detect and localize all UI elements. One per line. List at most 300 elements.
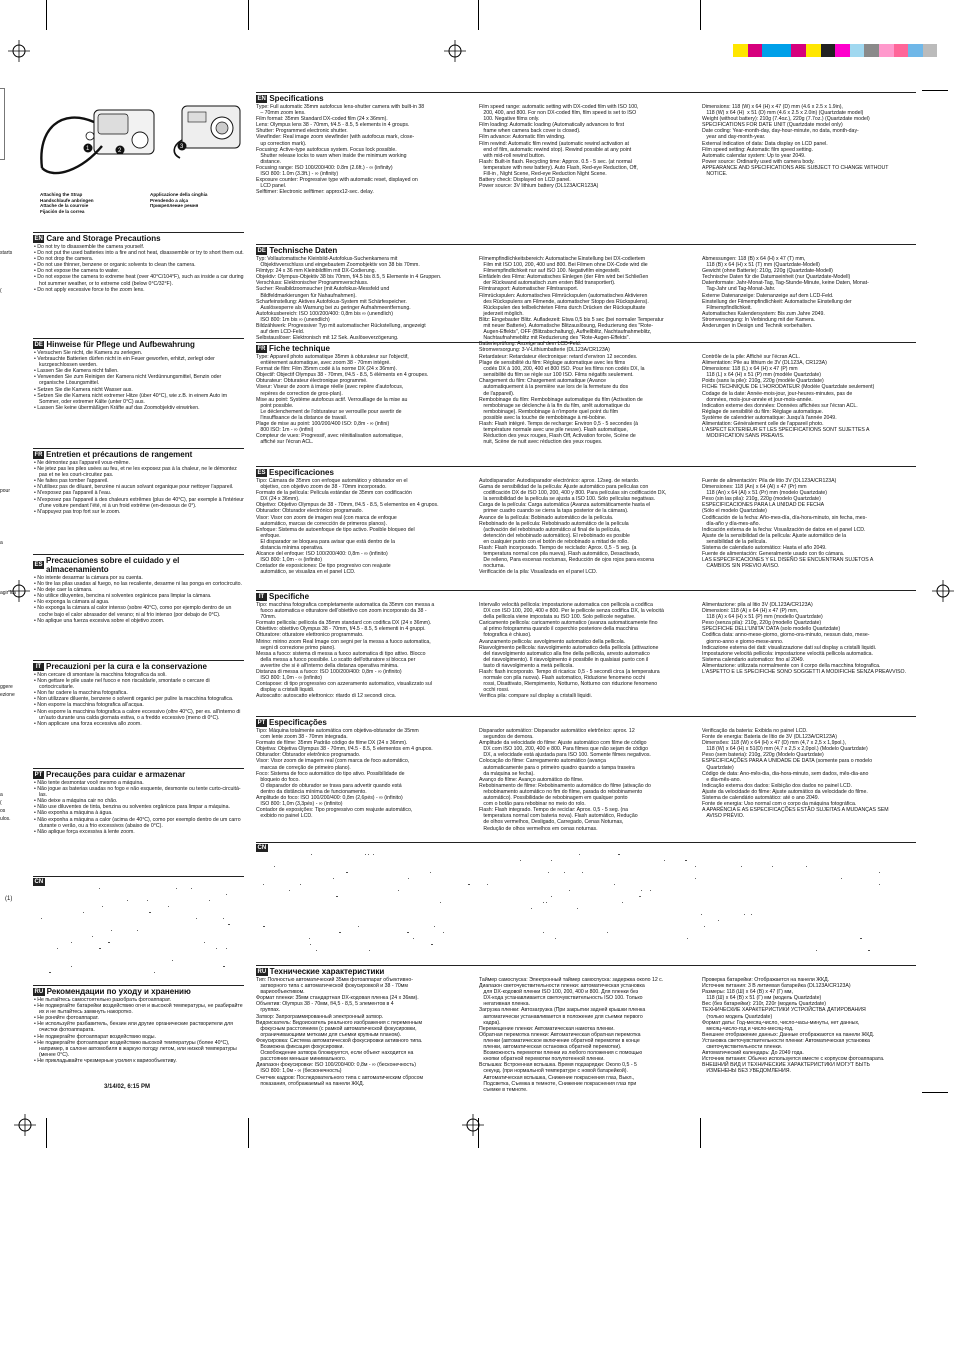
spec-line: FICHE TECHNIQUE DE L'HORODATEUR (Modèle Quartzdate seulement) [702,384,875,391]
spec-line: Возможна фиксация фокусировки. [256,1044,344,1051]
spec-line: Selftimer: Electronic selftimer: approx12-sec. delay. [256,189,374,196]
language-badge: PT [257,719,266,726]
spec-line: AVISO PRÉVIO. [702,813,745,820]
spec-column [256,354,470,445]
glyph-dot [99,948,100,949]
spec-line: Stromversorgung: In Verbindung mit der Kamera. [702,316,816,323]
spec-line: Dimensions: 118 (L) x 64 (H) x 47 (P) mm [702,366,798,373]
crop-mark [700,0,701,30]
color-swatch [748,44,763,57]
spec-line: Film advance: Automatic film winding. [479,134,566,141]
spec-line: Obturador: Obturador eletrônico programado. [256,752,361,759]
care-item: • Não jogue as baterias usadas no fogo e não esquente, desmonte ou tente curto-circuitá-las. [33,786,244,798]
spec-line: DX, a velocidade está ajustada para ISO 100. Somente filmes negativos. [479,752,651,759]
spec-section-cn [256,842,916,963]
spec-line: Alimentation: Pile au lithium de 3V (DL123A, CR123A) [702,360,827,367]
strap-illustration [32,88,244,186]
spec-line: Tipo: Cámara de 35mm con enfoque automático y obturador en el [256,478,408,484]
spec-line: Codage de la date: Année-mois-jour, jour-heures-minutes, pas de [702,390,853,397]
spec-line: temperature with new battery). Auto Flash, Red-eye Reduction, Off, [479,164,638,171]
spec-line: Nachtaufnahmeblitz mit Reduzierung des "Rote-Augen-Effekts". [479,335,630,342]
spec-line: 200, 400, and 800. For non DX-coded film, film speed is set to ISO [479,110,637,117]
spec-section-ru [256,965,916,1093]
spec-line: Alimentazione: utilizzata normalmente con il corpo della macchina fotografica. [702,662,881,669]
spec-line: jederzeit möglich. [479,310,524,317]
spec-line: Colocação do filme: Carregamento automático (avança [479,758,606,765]
spec-section-fr [256,342,916,464]
spec-line: Intervallo velocità pellicola: impostazione automatica con pellicola a codifica [479,602,653,608]
spec-line: Sistema calendario automatico: fino al 2049. [702,656,805,663]
spec-line: Technische Daten für die Datumseinheit (nur Quartzdate-Modell) [702,274,851,281]
spec-line: Shutter release locks to warn when inside the minimum working [256,152,407,159]
spec-line: Fonte de energia: Uso normal com o corpo da máquina fotográfica. [702,801,857,808]
edge-fragment: ulos. [0,816,11,822]
care-item: • Não aplique força excessiva à lente zoom. [33,829,244,835]
spec-line: rebobinamento automático no fim do filme, parada do rebobinamento [479,788,643,795]
spec-line: Contapose: di tipo progressivo con azzeramento automatico, visualizzato sul [256,681,432,688]
care-item: • Versuchen Sie nicht, die Kamera zu zerlegen. [33,350,244,356]
care-item: • Non esporre la macchina fotografica a calore eccessivo (oltre 40°C), per es. all'interno di un'auto durante una calda giornata estiva, o a freddo eccessivo (meno di 0°C). [33,709,244,721]
strap-captions-left [40,192,94,214]
caption: Прикрепление ремня [150,203,199,209]
section-header [256,466,916,477]
spec-line: Bildzählwerk: Progressiver Typ mit automatischer Rückstellung, angezeigt [256,323,426,330]
spec-line: automático, se visualiza en el panel LCD. [256,569,356,576]
spec-line: Тип: Полностью автоматический 35мм фотоаппарат объективно- [256,977,413,983]
color-swatch [806,44,821,57]
spec-line: Источник питания: 3 В литиевая батарейка (DL123A/CR123A) [702,983,851,990]
spec-line: Formato de la película: Película estándar de 35mm con codificación [256,490,412,497]
spec-line: Film rewind: Automatic film rewind (automatic rewind activation at [479,140,629,147]
spec-line: группах. [256,1007,281,1014]
spec-line: Tipo: macchina fotografica completamente automatica da 35mm con messa a [256,602,435,608]
spec-line: de olhos vermelhos, Desligado, Carregado, Cenas Noturnas, [479,819,624,826]
spec-line: Plage de sensibilité du film: Réglage automatique avec les films [479,360,626,367]
spec-line: Änderungen in Design und Technik vorbehalten. [702,323,813,330]
section-title: Entretien et précautions de rangement [46,450,193,459]
spec-line: Fill-in , Night Scene, Red-eye Reduction Night Scene. [479,171,607,178]
spec-line: Type: Full automatic 35mm autofocus lens-shutter camera with built-in 38 [256,104,425,110]
language-badge: FR [34,451,43,458]
care-section-ru [33,985,244,1080]
spec-line: Tag-Jahr und Tag-Monat-Jahr. [702,286,776,293]
spec-line: пленки, автоматическая остановка обратной перемотки). [479,1044,622,1051]
spec-line: Alimentation: Généralement celle de l'appareil photo. [702,421,824,428]
spec-line: Formato pellicola: pellicola da 35mm standard con codifica DX (24 x 36mm). [256,620,432,627]
spec-line: (Sólo el modelo Quartzdate) [702,508,767,515]
spec-line: Avanzamento pellicola: avvolgimento automatico della pellicola. [479,638,626,645]
care-item: • Non utilizzare diluente, benzene o solventi organici per pulire la macchina fotografica. [33,696,244,702]
spec-line: Distanza di messa a fuoco: ISO 100/200/400: 0,8m - ∞ (infinito) [256,669,402,676]
spec-line: Power source: Ordinarily used with camera body. [702,158,815,165]
spec-column [702,104,916,195]
spec-line: Filmempfindlichkeit nur auf ISO 100. Negativfilm eingestellt. [479,268,621,275]
spec-line: Film speed range: automatic setting with DX-coded film with ISO 100, [479,104,639,110]
spec-line: Flash: Flash integrado. Tempo de reciclar: Aprox. 0,5 - 5 seg. (na [479,807,628,814]
spec-line: affiché sur l'écran ACL. [256,439,314,446]
registration-mark-bottom-center [462,1114,484,1136]
spec-line: затворного типа с автоматической фокусировкой и 38 - 70мм [256,983,408,990]
spec-line: ISO 800: 1,0m - ∞ (infinito) [256,557,322,564]
spec-line: Selbstauslöser: Elektronisch mit 12 Sek. Auslöseverzögerung. [256,335,399,342]
spec-line: Peso (senza pila): 210g, 220g (modello Quartzdate) [702,620,822,627]
spec-line: com lente zoom 38 - 70mm integrada. [256,734,348,741]
spec-line: avvertire che si è all'interno della distanza operativa minima. [256,662,399,669]
glyph-dot [108,942,109,943]
section-header [33,985,244,996]
glyph-dot [618,854,619,855]
spec-line: automatiquement à la première vue lors de la fermeture du dos [479,384,629,391]
spec-section-it [256,590,916,714]
spec-line: Chargement du film: Chargement automatique (Avance [479,378,607,385]
spec-column [256,728,470,832]
spec-line: Peso (sem bateria): 210g, 220g (Modelo Quartzdate) [702,752,824,759]
spec-line: Bildfeldmarkierungen für Nahaufnahmen). [256,292,357,299]
section-header [33,768,244,779]
spec-line: Возможность перемотки пленки из любого положения с помощью [479,1050,643,1057]
spec-line: entièrement automatique, avec zoom 38 - 70mm intégré. [256,360,391,367]
spec-line: съемке в темноте. [479,1086,528,1093]
spec-line: Filmrückspulen: Automatisches Filmrückspulen (automatisches Aktivieren [479,292,648,299]
spec-line: Weight (without battery): 210g (7.4oz.), 220g (7.7oz.) (Quartzdate model) [702,116,870,123]
spec-line: Batterieprüfung: Anzeige auf dem LCD-Feld. [479,341,582,348]
language-badge: EN [34,235,43,242]
spec-line: Flash: Built-in flash. Recycling time: Approx. 0.5 - 5 sec. (at normal [479,158,632,165]
spec-line: Flash: Flash intégré. Temps de recharge: Environ 0,5 - 5 secondes (à [479,421,639,428]
section-header [256,716,916,727]
spec-line: Mirino: mirino zoom Real Image con segni per la messa a fuoco automatica, [256,638,431,645]
spec-column [479,602,693,700]
spec-line: nocturna. [479,563,505,570]
spec-column [479,256,693,354]
small-mark: (1) [5,896,13,902]
spec-line: Alimentazione: pila al litio 3V (DL123A/CR123A) [702,602,813,608]
color-swatch [762,44,777,57]
care-item: • No exponga la cámara al agua. [33,599,244,605]
care-item: • N'utilisez pas de diluant, benzène ni aucun solvant organique pour nettoyer l'appareil. [33,484,244,490]
spec-column [479,728,693,832]
spec-line: месяц-число-год и число-месяц-год. [702,1025,794,1032]
spec-line: Viseur: Viseur de zoom à image réelle (avec repère d'autofocus, [256,384,404,391]
crop-mark [46,0,47,30]
spec-column [702,602,916,700]
care-item: • N'appuyez pas trop fort sur le zoom. [33,509,244,515]
spec-line: Формат даты: Год-месяц-число, число-часы-минуты, нет данных, [702,1019,860,1026]
care-item: • Do not use thinner, benzene or organic solvents to clean the camera. [33,262,244,268]
spec-line: Einfädeln des Films: Automatisches Einlegen (der Film wird bei Schließen [479,274,649,281]
caption: Attache de la courroie [40,203,89,209]
color-swatch [879,44,894,57]
section-header [256,842,916,852]
spec-line: Dimensiones: 118 (An) x 64 (Al) x 47 (Pr) mm [702,484,807,491]
spec-line: Otturatore: otturatore elettronico programmato. [256,632,364,639]
spec-line: tasto di riavvolgimento a metà pellicola. [479,662,574,669]
spec-line: Проверка батарейки: Отображается на панели ЖКД. [702,977,830,983]
spec-line: Objectif: Objectif Olympus 38 - 70mm, f/4.5 - 8.5, 5 éléments en 4 groupes. [256,372,429,379]
spec-line: Dimensions: 118 (W) x 64 (H) x 47 (D) mm (4.6 x 2.5 x 1.9in), [702,104,843,110]
step-2-label: 2 [118,148,122,154]
section-header [256,92,916,103]
care-item: • Setzen Sie die Kamera nicht extremer Hitze (über 40°C), wie z.B. in einem Auto im Sommer, oder extremer Kälte (unter 0°C) aus. [33,393,244,405]
spec-line: automático, marcas de corrección de primeros planos). [256,520,387,527]
spec-line: automático). Possibilidade de rebobinagem em qualquer ponto [479,795,628,802]
care-item: • Não tente desmontar você mesmo a máquina. [33,780,244,786]
spec-line: Indication externe des données: Données affichées sur l'écran ACL. [702,402,858,409]
spec-line: Focusing: Active-type autofocus system. Focus lock possible. [256,146,397,153]
spec-line: distance. [256,158,282,165]
spec-line: ESPECIFICAÇÕES PARA A UNIDADE DE DATA (somente para o modelo [702,758,873,765]
spec-line: External indication of data: Data display on LCD panel. [702,140,828,147]
spec-line: Automatic calendar system: Up to year 2049. [702,152,806,159]
section-title: Precauções para cuidar e armazenar [46,770,186,779]
caption: Prendendo a alça [150,197,189,203]
spec-line: кнопки обратной перемотки полупотенной пленки. [479,1056,605,1063]
spec-line: Verschluss: Elektronischer Programmverschluss. [256,280,369,287]
language-badge: ES [34,562,43,568]
care-item: • N'exposez pas l'appareil à des chaleurs extrêmes (plus de 40°C), par exemple à l'intérieur d'une voiture pendant l'été, ni à un froid extrême (en-dessous de 0°). [33,497,244,509]
spec-line: Filmempfindlichkeitsbereich: Automatische Einstellung bei DX-codiertem [479,256,646,262]
glyph-dot [860,938,861,939]
spec-line: temperatura normal con pila nueva). Flash automático, Desactivado, [479,551,641,558]
spec-line: Disparador automático: Disparador automático eletrônico: aprox. 12 [479,728,635,734]
section-header [256,965,916,976]
spec-line: Amplitude do foco: ISO 100/200/400: 0,8m (2,6pés) - ∞ (infinito) [256,795,403,802]
crop-mark [922,90,948,91]
care-item: • Не используйте разбавитель, бензин или другие органические растворители для очистки фотоаппарата. [33,1021,244,1033]
spec-line: Auslösesperre als Warnung bei zu geringer Aufnahmeentfernung. [256,304,411,311]
spec-line: en cualquier punto con el botón de rebobinado a mitad de rollo. [479,538,629,545]
spec-line: ограничивающими метками для съемки крупным планом). [256,1031,402,1038]
spec-line: Диапазон светочувствительности пленки: автоматическая установка [479,983,645,990]
section-header [33,448,244,459]
spec-line: L'ASPETTO E LE SPECIFICHE SONO SOGGETTI A MODIFICHE SENZA PREAVVISO. [702,669,907,676]
spec-line: Перемещение пленки: Автоматическая намотка пленки. [479,1025,615,1032]
spec-line: ISO 800: 1m bis ∞ (unendlich) [256,316,330,323]
spec-line: LAS ESPECIFICACIONES Y EL DISEÑO SE ENCUENTRAN SUJETOS A [702,557,874,564]
care-item: • Не подвергайте фотоаппарат воздействию высокой температуры (более 40°C), например, в салоне автомобиля в жаркую погоду летом, или низкой температуры (менее 0°C). [33,1040,244,1058]
language-badge: RU [34,988,44,995]
spec-line: Автоматическая вспышка, Снижение покраснения глаз, Выкл., [479,1074,635,1081]
caption: Attaching the Strap [40,192,83,197]
spec-line: dentro da distância mínima de funcionamento. [256,788,367,795]
spec-column [702,977,916,1093]
care-item: • Не подвергайте батарейки воздействию огня и высокой температуры, не разбирайте их и не пытайтесь замкнуть накоротко. [33,1003,244,1015]
care-item: • Não exponha a máquina à água. [33,810,244,816]
spec-line: Enfoque: Sistema de autoenfoque de tipo activo. Posible bloqueo del [256,526,415,533]
spec-line: de l'appareil). [479,390,515,397]
crop-mark [248,1118,249,1148]
spec-line: Battery check: Displayed on LCD panel. [479,177,571,184]
spec-line: Filmtransport: Automatischer Filmtransport. [479,286,579,293]
spec-line: Fonte de energia: Bateria de lítio de 3V (DL123A/CR123A) [702,734,837,741]
spec-line: MODIFICATION SANS PREAVIS. [702,433,785,440]
spec-line: De relleno, Para escenas nocturnas, Reducción de ojos rojos para escena [479,557,655,564]
spec-line: DX (24 x 36mm). [256,496,300,503]
left-edge-rule [0,88,5,160]
spec-line: L'ASPECT EXTERIEUR ET LES SPECIFICATIONS SONT SUJETTES A [702,427,870,434]
care-item: • Não use diluventes de tinta, benzina ou solventes orgânicos para limpar a máquina. [33,804,244,810]
spec-line: données, mois-jour-année et jour-mois-année. [702,396,813,403]
spec-line: Размеры: 118 (Ш) x 64 (В) x 47 (Г) мм, [702,989,793,996]
care-item: • Não exponha a máquina a calor (acima de 40°C), como por exemplo dentro de um carro durante o verão, ou a frio excessivos (abaixo de 0°C). [33,817,244,829]
spec-line: Contador de exposições: Tipo progressivo com reajuste automático, [256,807,413,814]
spec-line: Système de calendrier automatique: Jusqu'à l'année 2049. [702,414,837,421]
spec-line: для DX-кодовой пленки ISO 100, 200, 400 и 800. Для пленки без [479,989,639,996]
spec-line: Диапазон фокусировки: ISO 100/200/400: 0,8м - ∞ (бесконечность) [256,1062,416,1069]
spec-line: der Rückwand automatisch zum ersten Bild transportiert). [479,280,616,287]
care-section-it [33,660,244,760]
spec-line: Obiettivo: obiettivo Olympus 38 - 70mm, f/4.5 - 8.5, 5 elementi in 4 gruppi. [256,626,426,633]
spec-column [702,256,916,354]
spec-line: O disparador do obturador se trava para advertir quando está [256,782,402,789]
spec-line: la sensibilidad de la película se ajusta a ISO 100. Sólo películas negativas. [479,496,656,503]
section-title: Технические характеристики [269,967,385,976]
spec-line: Visor: Visor zoom de imagem real (com marca de foco automático, [256,758,410,765]
spec-line: Rückspulen des teilbelichteten Films durch Drücken der Rückspultaste [479,304,646,311]
section-header [33,876,244,886]
spec-line: fotografica è chiuso). [479,632,532,639]
spec-line: Ajuste de la sensibilidad de la película: Ajuste automático de la [702,532,847,539]
spec-line: Typ: Vollautomatische Kleinbild-Autofokus-Suchenkamera mit [256,256,398,262]
spec-column [702,478,916,576]
crop-mark [478,0,479,30]
spec-line: segni di correzione primo piano). [256,644,336,651]
glyph-dot [339,932,340,933]
spec-line: display a cristalli liquidi. [256,687,315,694]
care-item: • Non far cadere la macchina fotografica. [33,690,244,696]
crop-mark [700,1118,701,1148]
spec-line: DX con ISO 100, 200, 400 e 800. Per le pellicole senza codifica DX, la velocità [479,608,664,615]
spec-line: Счетчик кадров: Последовательного типа с автоматическим сбросом [256,1074,424,1081]
spec-line: Carga de la película: Carga automática (Avanza automáticamente hasta el [479,502,651,509]
spec-line: Автоматический календарь: До 2049 года. [702,1050,804,1057]
spec-line: Film speed setting: Automatic film speed setting. [702,146,814,153]
spec-line: 118 (W) x 64 (H) x 51 (D) mm (4.6 x 2.5 x 2.0in) (Quartzdate model) [702,110,864,117]
spec-line: Quartzdate) [702,764,734,771]
section-header [33,232,244,243]
care-item: • Non gettare le pile usate nel fuoco e non riscaldarle, smontarle o cercare di cortocircuitarle. [33,678,244,690]
color-swatch [821,44,836,57]
language-badge: CN [257,845,267,851]
spec-line: Datenformate: Jahr-Monat-Tag, Tag-Stunde-Minute, keine Daten, Monat- [702,280,869,287]
spec-line: Einstellung der Filmempfindlichkeit: Automatische Einstellung der [702,298,852,305]
spec-line: Obturador: Obturador electrónico programado. [256,508,363,515]
registration-mark-top-left [8,40,30,62]
spec-line: ТЕХНИЧЕСКИЕ ХАРАКТЕРИСТИКИ УСТРОЙСТВА ДАТИРОВАНИЯ [702,1007,866,1014]
spec-line: Codifica data: anno-mese-giorno, giorno-ora-minuto, nessun dato, mese- [702,632,870,639]
color-swatch [894,44,909,57]
spec-line: del riavvolgimento). Il riavvolgimento è possibile in qualsiasi punto con il [479,656,649,663]
care-item: • Do not apply excessive force to the zoom lens. [33,287,244,293]
section-title: Precauciones sobre el cuidado y el almacenamiento [46,556,180,574]
care-item: • Не подвергайте фотоаппарат воздействию воды. [33,1034,244,1040]
care-item: • No intente desarmar la cámara por su cuenta. [33,575,244,581]
spec-line: occhi rossi. [479,687,510,694]
color-calibration-bar [733,44,937,57]
spec-line: автоматически устанавливается в положение для съемки первого [479,1013,643,1020]
spec-line: enfoque. [256,532,281,539]
spec-line: Visor: Visor con zoom de imagen real (con marca de enfoque [256,514,397,521]
spec-line: Type: Appareil photo automatique 35mm à obturateur sur l'objectif, [256,354,409,360]
caption: Applicazione della cinghia [150,192,208,197]
spec-line: Обратная перемотка пленки: Автоматическая обратная перемотка [479,1031,641,1038]
edge-fragment: pour [0,488,11,494]
spec-line: пленки (автоматическое включение обратной перемотки в конце [479,1037,640,1044]
spec-column [702,728,916,832]
spec-line: primer cuadro cuando se cierra la tapa posterior de la cámara). [479,508,629,515]
spec-line: Blitz: Eingebauter Blitz. Aufladezeit: Etwa 0,5 bis 5 sec (bei normaler Temperatur [479,316,664,323]
spec-line: Indicazione esterna dei dati: visualizzazione dati sul display a cristalli liquidi. [702,644,877,651]
spec-line: Вес (без батарейки): 210г, 220г (модель Quartzdate) [702,1001,827,1008]
spec-line: Flash: flash incorporato. Tempo di ricarica: 0,5 - 5 secondi circa (a temperatura [479,669,660,676]
spec-line: nuit, Scène de nuit avec réduction des yeux rouges. [479,439,603,446]
registration-mark-mid-right [932,580,954,602]
edge-fragment: os [0,808,6,814]
spec-line: Amplitude da velocidade do filme: Ajuste automático com filme de código [479,740,647,747]
spec-line: Automatisches Kalendersystem: Bis zum Jahre 2049. [702,310,825,317]
spec-line: Film mit ISO 100, 200, 400 und 800. Bei Filmen ohne DX-Code wird die [479,262,648,269]
spec-line: – 70mm zoom lens. [256,110,306,117]
spec-line: Format de film: Film 35mm codé à la norme DX (24 x 36mm). [256,366,397,373]
care-item: • Do not expose the camera to water. [33,268,244,274]
spec-line: Objektivverschluss und eingebautem Zoomobjektiv von 38 bis 70mm. [256,262,420,269]
spec-line: marcas de correção de primeiro plano). [256,764,351,771]
care-item: • No exponga la cámara al calor intenso (sobre 40°C), como por ejemplo dentro de un coche bajo el calor abrasador del verano; ni al frío intenso (por debajo de 0°C). [33,605,244,617]
spec-line: Вспышка: Встроенная вспышка. Время подзарядки: Около 0,5 - 5 [479,1062,637,1069]
spec-line: Riavvolgimento pellicola: riavvolgimento automatico della pellicola (attivazione [479,644,659,651]
spec-line: Затвор: Запрограммированный электронный затвор. [256,1013,384,1020]
care-item: • Do not expose the camera to extreme heat (over 40°C/104°F), such as inside a car during hot summer weather, or to extreme cold (below 0°C/32°F). [33,274,244,286]
spec-line: Sistema de calendario automático: Hasta el año 2049. [702,545,827,552]
spec-section-pt [256,716,916,840]
spec-line: Caricamento pellicola: caricamento automatico (avanza automaticamente fino [479,620,658,627]
spec-line: Formato de filme: 35mm Padrão código de filme DX (24 x 36mm). [256,740,408,747]
spec-line: Ajuste da velocidade do filme: Ajuste automático da velocidade do filme. [702,788,868,795]
edge-fragment: a [0,540,3,546]
spec-line: ESPECIFICACIONES PARA LA UNIDAD DE FECHA [702,502,825,509]
spec-line: point possible. [256,402,294,409]
spec-line: 800 ISO: 1m - ∞ (infini) [256,427,314,434]
language-badge: FR [257,345,266,352]
spec-line: Rebobinado de la película: Rebobinado automático de la película [479,520,629,527]
care-item: • Verbrauchte Batterien dürfen nicht in ein Feuer geworfen, erhitzt, zerlegt oder kurzgeschlossen werden. [33,356,244,368]
section-title: Precauzioni per la cura e la conservazione [46,662,207,671]
spec-line: Rembobinage du film: Rembobinage automatique du film (Activation de [479,396,643,403]
edge-fragment: a [0,792,3,798]
glyph-dot [868,950,869,951]
spec-line: Fuente de alimentación: Generalmente usado con tlo cámara. [702,551,845,558]
section-header [256,590,916,601]
section-header [256,342,916,353]
section-header [33,554,244,574]
spec-line: com o botão para rebobinar no meio do rolo. [479,801,586,808]
spec-line: Autoscatto: autoscatto elettronico: ritardo di 12 secondi circa. [256,693,397,700]
spec-line: della messa a fuoco possibile. Lo scatto dell'otturatore si blocca per [256,656,416,663]
glyph-dot [336,896,337,897]
crop-mark [248,0,249,30]
spec-line: with mid-roll rewind button. [479,152,546,159]
caption: Handschlaufe anbringen [40,197,94,203]
care-section-pt [33,768,244,864]
spec-line: Poids (sans la pile): 210g, 220g (modèle Quartzdate) [702,378,824,385]
spec-line: LCD panel. [256,183,287,190]
spec-line: Externe Datenanzeige: Datenanzeige auf dem LCD-Feld. [702,292,834,299]
language-badge: IT [33,663,44,671]
spec-line: фокусным расстоянием (с рамкой автоматической фокусировки, [256,1025,417,1032]
care-item: • Lassen Sie die Kamera nicht fallen. [33,368,244,374]
section-title: Hinweise für Pflege und Aufbewahrung [46,340,195,349]
spec-line: Фокусировка: Система автоматической фокусировки активного типа. [256,1037,423,1044]
